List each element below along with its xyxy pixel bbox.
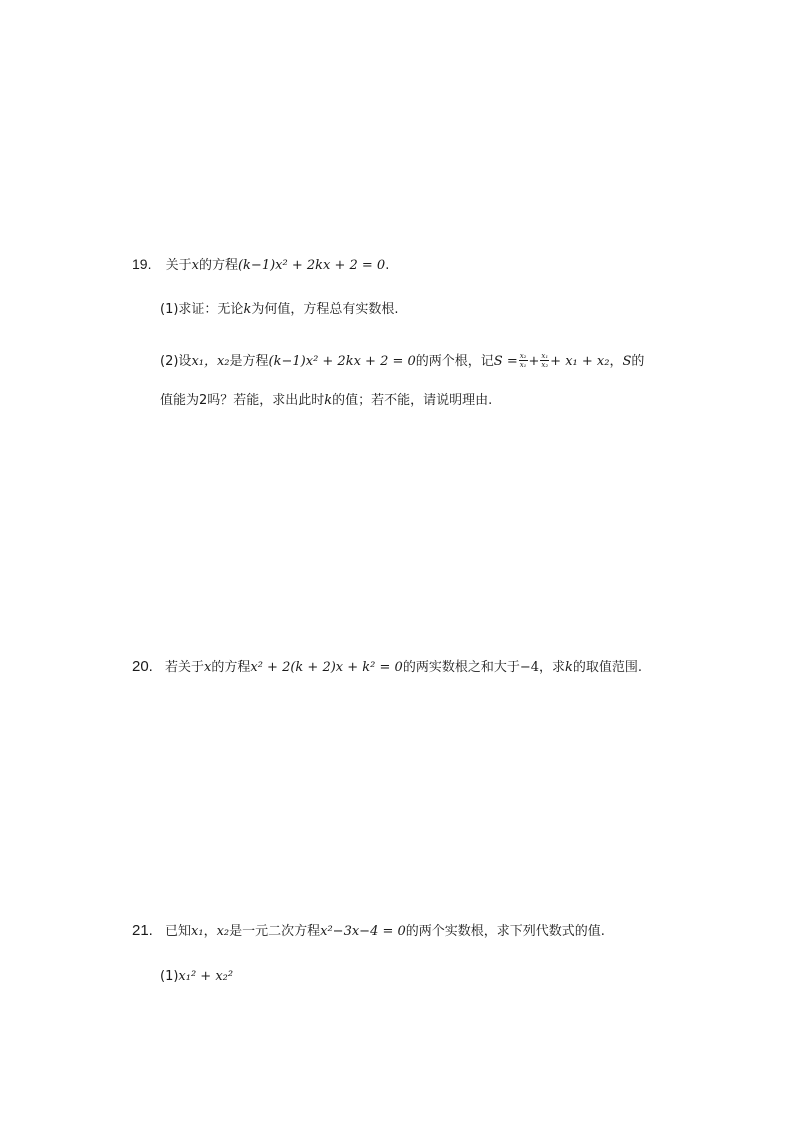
stem-text: 的取值范围.: [572, 660, 643, 675]
fraction-denominator: x₂: [541, 361, 549, 369]
math-value: −4: [519, 660, 539, 675]
math-equation: (k−1)x² + 2kx + 2 = 0: [268, 354, 416, 369]
math-var: k: [565, 660, 573, 675]
math-root: x₁: [191, 924, 204, 939]
question-number: 20.: [132, 658, 153, 675]
question-19-part-2-line-1: (2)设x₁，x₂是方程(k−1)x² + 2kx + 2 = 0的两个根，记S = $\frac{\text{x₂}}{\text{x₁}}$ + $\frac{\text{x₁}}{\text{x₂}}$ + x₁ + x₂，S的: [160, 352, 645, 369]
part-label: (1): [160, 969, 179, 984]
fraction-1: [519, 352, 528, 369]
part-text: 的两个根，记: [415, 354, 494, 369]
fraction-numerator: x₁: [541, 352, 549, 360]
math-expression: x₁² + x₂²: [178, 969, 234, 984]
part-text: 求证：无论: [178, 302, 244, 317]
part-text: 值能为2吗？若能，求出此时: [160, 393, 325, 408]
part-text: ，: [609, 354, 623, 369]
stem-text: 是一元二次方程: [229, 924, 321, 939]
math-root: x₂: [216, 924, 230, 939]
question-20-stem: [132, 658, 642, 677]
part-text: 的: [631, 354, 645, 369]
math-var: k: [243, 302, 252, 317]
stem-text: ，: [203, 924, 217, 939]
math-s-lhs: S =: [493, 354, 518, 369]
question-19-stem: [132, 255, 389, 275]
stem-text: 的方程: [211, 660, 251, 675]
question-number: 19.: [132, 256, 152, 272]
stem-text: ，求: [539, 660, 566, 675]
fraction-numerator: x₂: [519, 352, 527, 360]
stem-text: 的方程: [198, 258, 238, 273]
math-var: k: [324, 393, 333, 408]
stem-text: .: [385, 258, 390, 273]
part-text: 为何值，方程总有实数根.: [251, 302, 399, 317]
math-equation: x²−3x−4 = 0: [320, 924, 406, 939]
part-text: 设: [178, 354, 192, 369]
fraction-denominator: x₁: [519, 361, 527, 369]
question-19-part-1: [160, 301, 398, 319]
stem-text: 关于: [165, 258, 192, 273]
math-roots: x₁，x₂: [191, 354, 230, 369]
stem-text: 的两实数根之和大于: [402, 660, 520, 675]
math-var: S: [622, 354, 632, 369]
question-21-stem: [132, 922, 605, 941]
math-var: x: [204, 660, 212, 675]
math-equation: (k−1)x² + 2kx + 2 = 0: [237, 258, 386, 273]
stem-text: 若关于: [165, 660, 205, 675]
part-label: (1): [160, 302, 179, 317]
question-21-part-1: [160, 968, 233, 986]
math-equation: x² + 2(k + 2)x + k² = 0: [250, 660, 403, 675]
math-var: x: [191, 258, 199, 273]
stem-text: 已知: [165, 924, 192, 939]
fraction-2: [540, 352, 549, 369]
part-label: (2): [160, 354, 179, 369]
question-19-part-2-line-2: [160, 392, 492, 410]
question-number: 21.: [132, 922, 153, 939]
part-text: 的值；若不能，请说明理由.: [332, 393, 493, 408]
part-text: 是方程: [229, 354, 269, 369]
stem-text: 的两个实数根，求下列代数式的值.: [405, 924, 605, 939]
math-s-rhs: + x₁ + x₂: [550, 354, 610, 369]
